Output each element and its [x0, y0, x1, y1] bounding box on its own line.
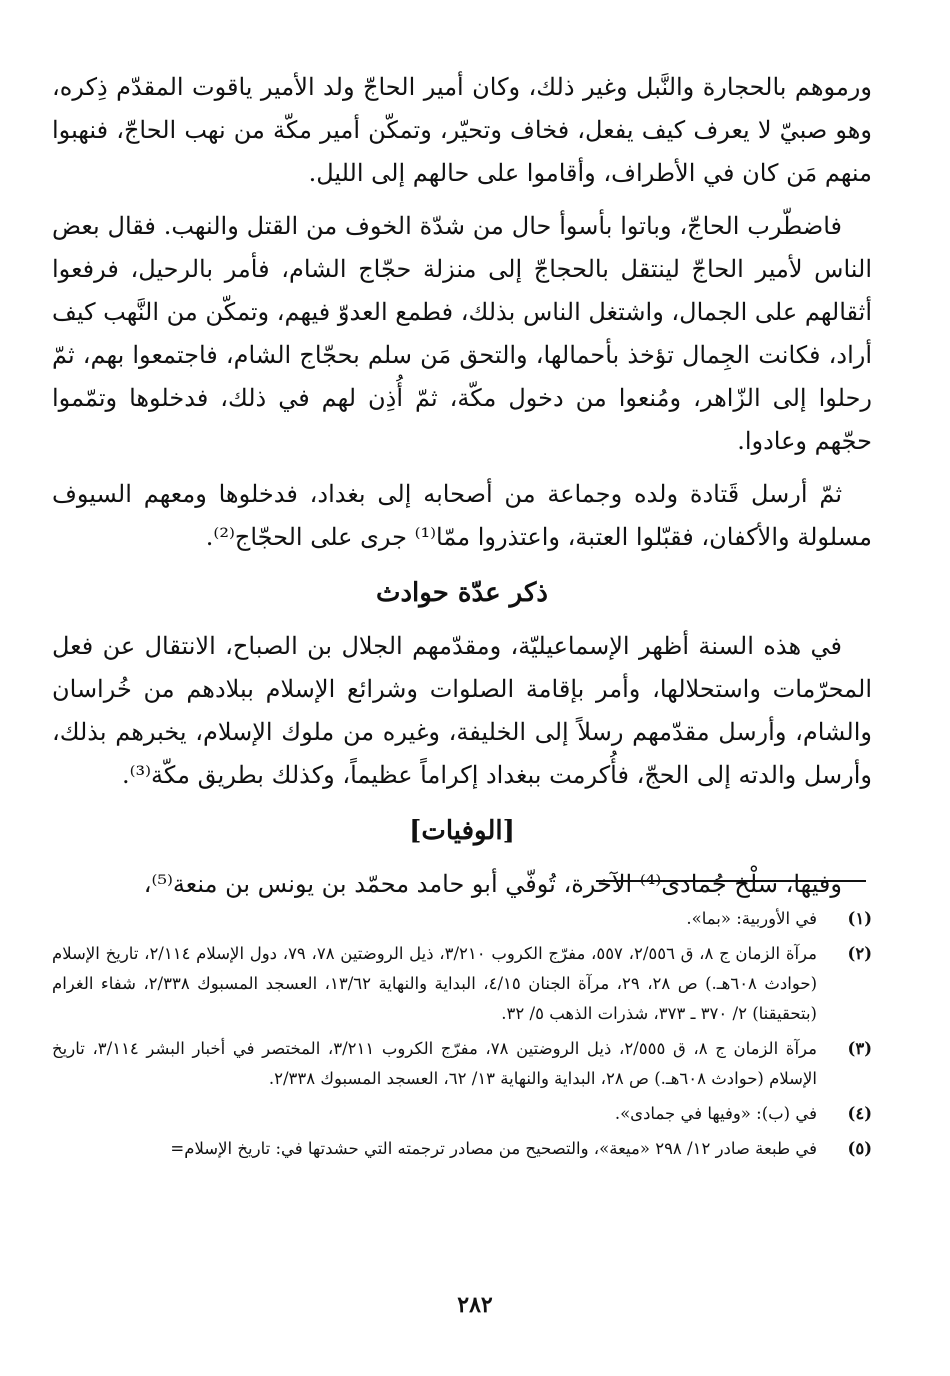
- footnote-text: في (ب): «وفيها في جمادى».: [614, 1104, 817, 1123]
- paragraph-4: في هذه السنة أظهر الإسماعيليّة، ومقدّمهم الجلال بن الصباح، الانتقال عن فعل المحرّمات واستحلالها، وأمر بإقامة الصلوات وشرائع الإسلام ببلادهم من خُراسان والشام، وأرسل مقدّمهم رسلاً إلى الخليفة، وغيره من ملوك الإسلام، يخبرهم بذلك، وأرسل والدته إلى الحجّ، فأُكرمت ببغداد إكراماً عظيماً، وكذلك بطريق مكّة⁽³⁾.: [52, 632, 872, 789]
- footnote-number: (١): [847, 909, 872, 928]
- section-heading-deaths: [الوفيات]: [409, 816, 515, 846]
- footnote-number: (٤): [847, 1104, 872, 1123]
- footnote-text: في طبعة صادر ١٢/ ٢٩٨ «ميعة»، والتصحيح من مصادر ترجمته التي حشدتها في: تاريخ الإسلام=: [170, 1139, 817, 1158]
- footnote-text: مرآة الزمان ج ٨، ق ٢/٥٥٥، ذيل الروضتين ٧٨، مفرّج الكروب ٣/٢١١، المختصر في أخبار البشر ٣/١١٤، تاريخ الإسلام (حوادث ٦٠٨هـ.) ص ٢٨، البداية والنهاية ١٣/ ٦٢، العسجد المسبوك ٢/٣٣٨.: [52, 1039, 817, 1088]
- main-text: [52, 66, 872, 916]
- footnote-number: (٣): [847, 1039, 872, 1058]
- footnote: [52, 1034, 872, 1094]
- paragraph-3: ثمّ أرسل قَتادة ولده وجماعة من أصحابه إلى بغداد، فدخلوها ومعهم السيوف مسلولة والأكفان، فقبّلوا العتبة، واعتذروا ممّا⁽¹⁾ جرى على الحجّاج⁽²⁾.: [52, 480, 872, 551]
- footnote: [52, 1134, 872, 1164]
- section-heading-events: ذكر عدّة حوادث: [376, 578, 548, 608]
- footnote: [52, 939, 872, 1029]
- footnote-number: (٢): [847, 944, 872, 963]
- paragraph-1: ورموهم بالحجارة والنَّبل وغير ذلك، وكان أمير الحاجّ ولد الأمير ياقوت المقدّم ذِكره، وهو صبيّ لا يعرف كيف يفعل، فخاف وتحيّر، وتمكّن أمير مكّة من نهب الحاجّ، فنهبوا منهم مَن كان في الأطراف، وأقاموا على حالهم إلى الليل.: [52, 73, 872, 187]
- footnote-text: مرآة الزمان ج ٨، ق ٢/٥٥٦، ٥٥٧، مفرّج الكروب ٣/٢١٠، ذيل الروضتين ٧٨، ٧٩، دول الإسلام ٢/١١٤، تاريخ الإسلام (حوادث ٦٠٨هـ.) ص ٢٨، ٢٩، مرآة الجنان ٤/١٥، البداية والنهاية ١٣/٦٢، العسجد المسبوك ٢/٣٣٨، شفاء الغرام (بتحقيقنا) ٢/ ٣٧٠ ـ ٣٧٣، شذرات الذهب ٥/ ٣٢.: [52, 944, 818, 1023]
- footnote-text: في الأوربية: «بما».: [686, 909, 817, 928]
- footnote: [52, 1099, 872, 1129]
- paragraph-2: فاضطّرب الحاجّ، وباتوا بأسوأ حال من شدّة الخوف من القتل والنهب. فقال بعض الناس لأمير الحاجّ لينتقل بالحجاجّ إلى منزلة حجّاج الشام، فأمر بالرحيل، فرفعوا أثقالهم على الجمال، واشتغل الناس بذلك، فطمع العدوّ فيهم، وتمكّن من النَّهب كيف أراد، فكانت الجِمال تؤخذ بأحمالها، والتحق مَن سلم بحجّاج الشام، فاجتمعوا بهم، ثمّ رحلوا إلى الزّاهر، ومُنعوا من دخول مكّة، ثمّ أُذِن لهم في ذلك، فدخلوها وتمّموا حجّهم وعادوا.: [52, 212, 873, 455]
- page-number: ٢٨٢: [457, 1292, 493, 1318]
- footnote-separator: [596, 880, 866, 882]
- footnote: [52, 904, 872, 934]
- footnotes: [52, 904, 872, 1169]
- footnote-number: (٥): [847, 1139, 872, 1158]
- paragraph-5: وفيها، سلْخ جُمادى⁽⁴⁾ الآخرة، تُوفّي أبو حامد محمّد بن يونس بن منعة⁽⁵⁾،: [143, 870, 842, 898]
